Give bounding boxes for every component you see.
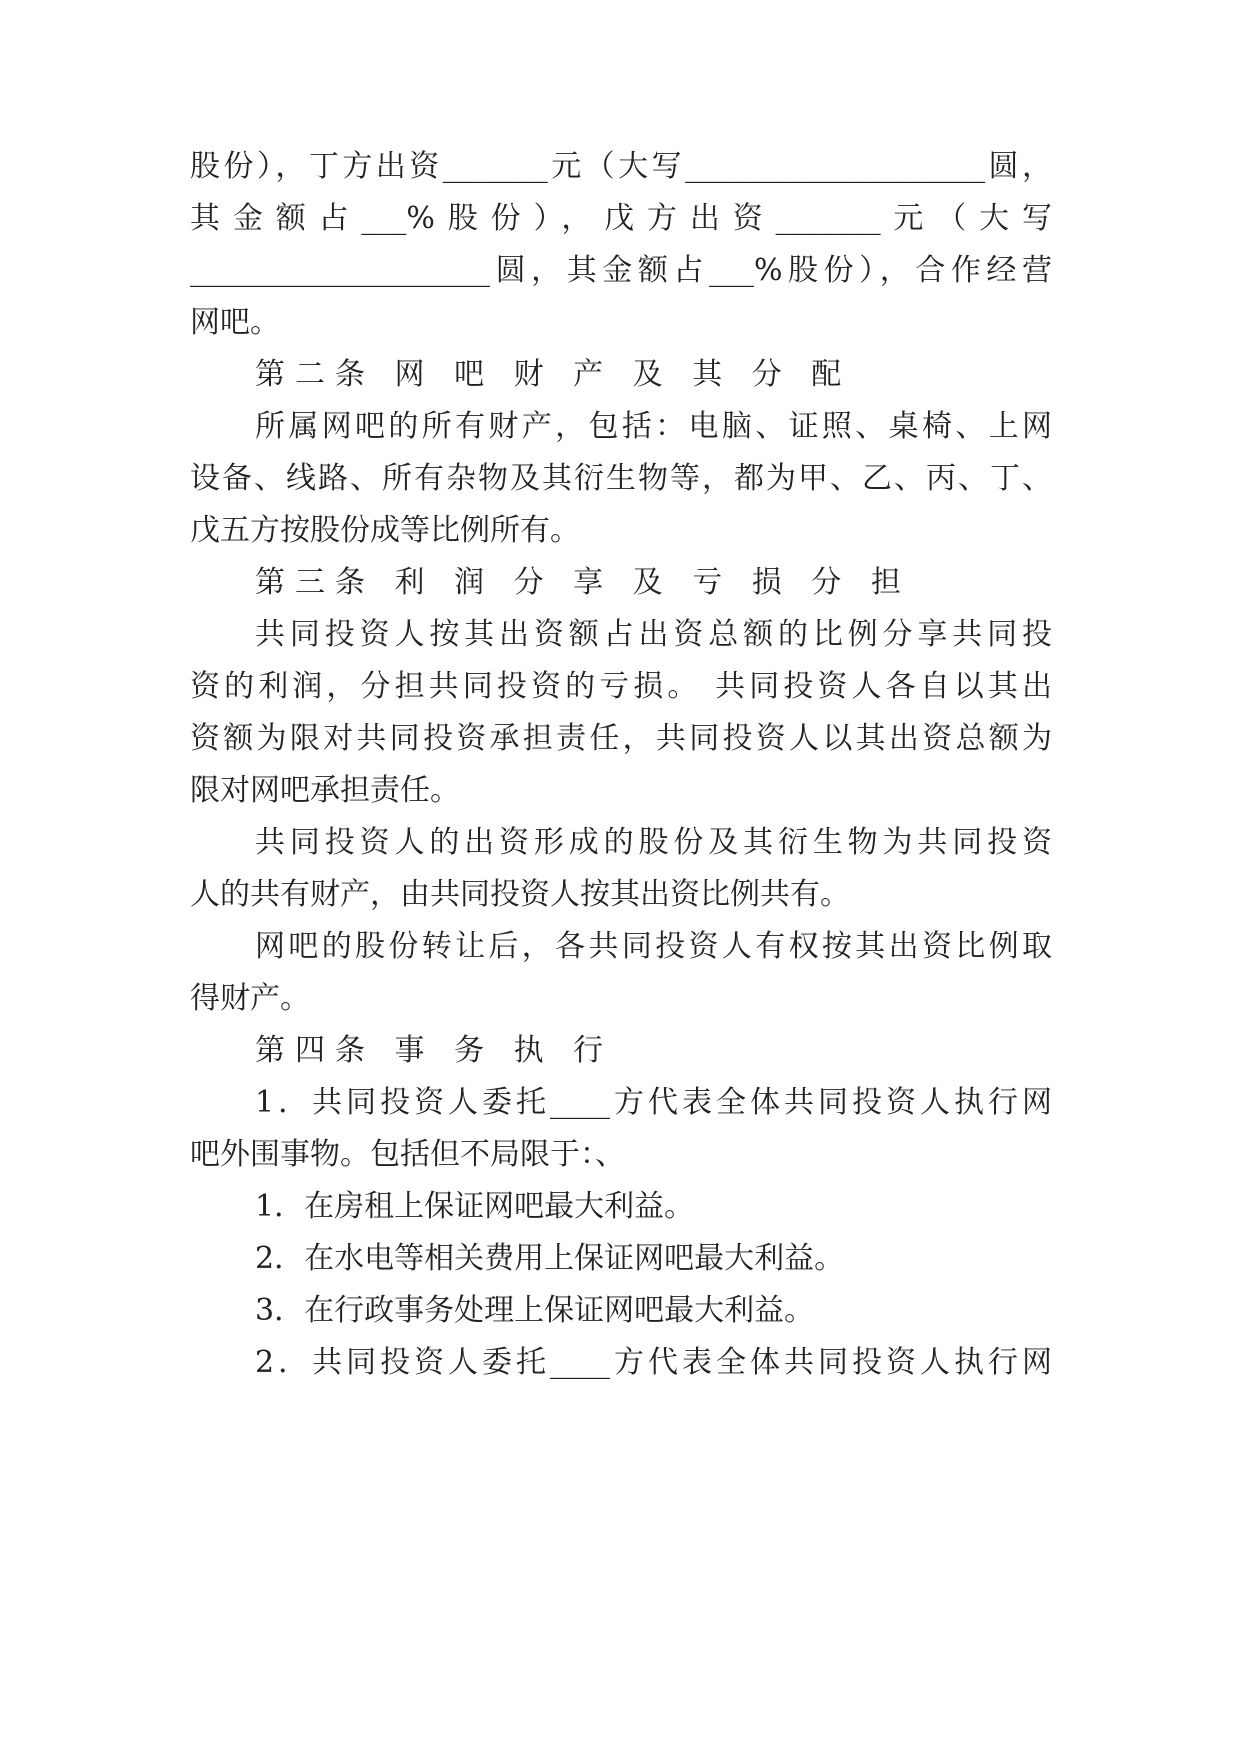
- text-line: 1．共同投资人委托____方代表全体共同投资人执行网: [255, 1085, 1052, 1120]
- text-line: 限对网吧承担责任。: [190, 773, 460, 808]
- text-line: 戊五方按股份成等比例所有。: [190, 513, 580, 548]
- text-line: ____________________圆，其金额占___%股份），合作经营: [190, 253, 1052, 288]
- text-line: 股份），丁方出资_______元（大写____________________圆，: [190, 149, 1052, 184]
- text-line: 网吧。: [190, 305, 280, 340]
- list-item: 1．在房租上保证网吧最大利益。: [255, 1189, 695, 1224]
- text-line: 其金额占___%股份），戊方出资_______元（大写: [190, 201, 1052, 236]
- text-line: 共同投资人的出资形成的股份及其衍生物为共同投资: [255, 825, 1052, 860]
- text-line: 共同投资人按其出资额占出资总额的比例分享共同投: [255, 617, 1052, 652]
- article-heading: 第二条 网 吧 财 产 及 其 分 配: [255, 357, 852, 392]
- text-line: 设备、线路、所有杂物及其衍生物等，都为甲、乙、丙、丁、: [190, 461, 1052, 496]
- article-heading: 第三条 利 润 分 享 及 亏 损 分 担: [255, 565, 911, 600]
- list-item: 2．在水电等相关费用上保证网吧最大利益。: [255, 1241, 845, 1276]
- article-heading: 第四条 事 务 执 行: [255, 1033, 614, 1068]
- text-line: 得财产。: [190, 981, 310, 1016]
- text-line: 资额为限对共同投资承担责任，共同投资人以其出资总额为: [190, 721, 1052, 756]
- text-line: 所属网吧的所有财产，包括：电脑、证照、桌椅、上网: [255, 409, 1052, 444]
- text-line: 2．共同投资人委托____方代表全体共同投资人执行网: [255, 1345, 1052, 1380]
- text-line: 人的共有财产，由共同投资人按其出资比例共有。: [190, 877, 850, 912]
- text-line: 网吧的股份转让后，各共同投资人有权按其出资比例取: [255, 929, 1052, 964]
- list-item: 3．在行政事务处理上保证网吧最大利益。: [255, 1293, 815, 1328]
- text-line: 吧外围事物。包括但不局限于：、: [190, 1137, 625, 1172]
- text-line: 资的利润，分担共同投资的亏损。 共同投资人各自以其出: [190, 669, 1052, 704]
